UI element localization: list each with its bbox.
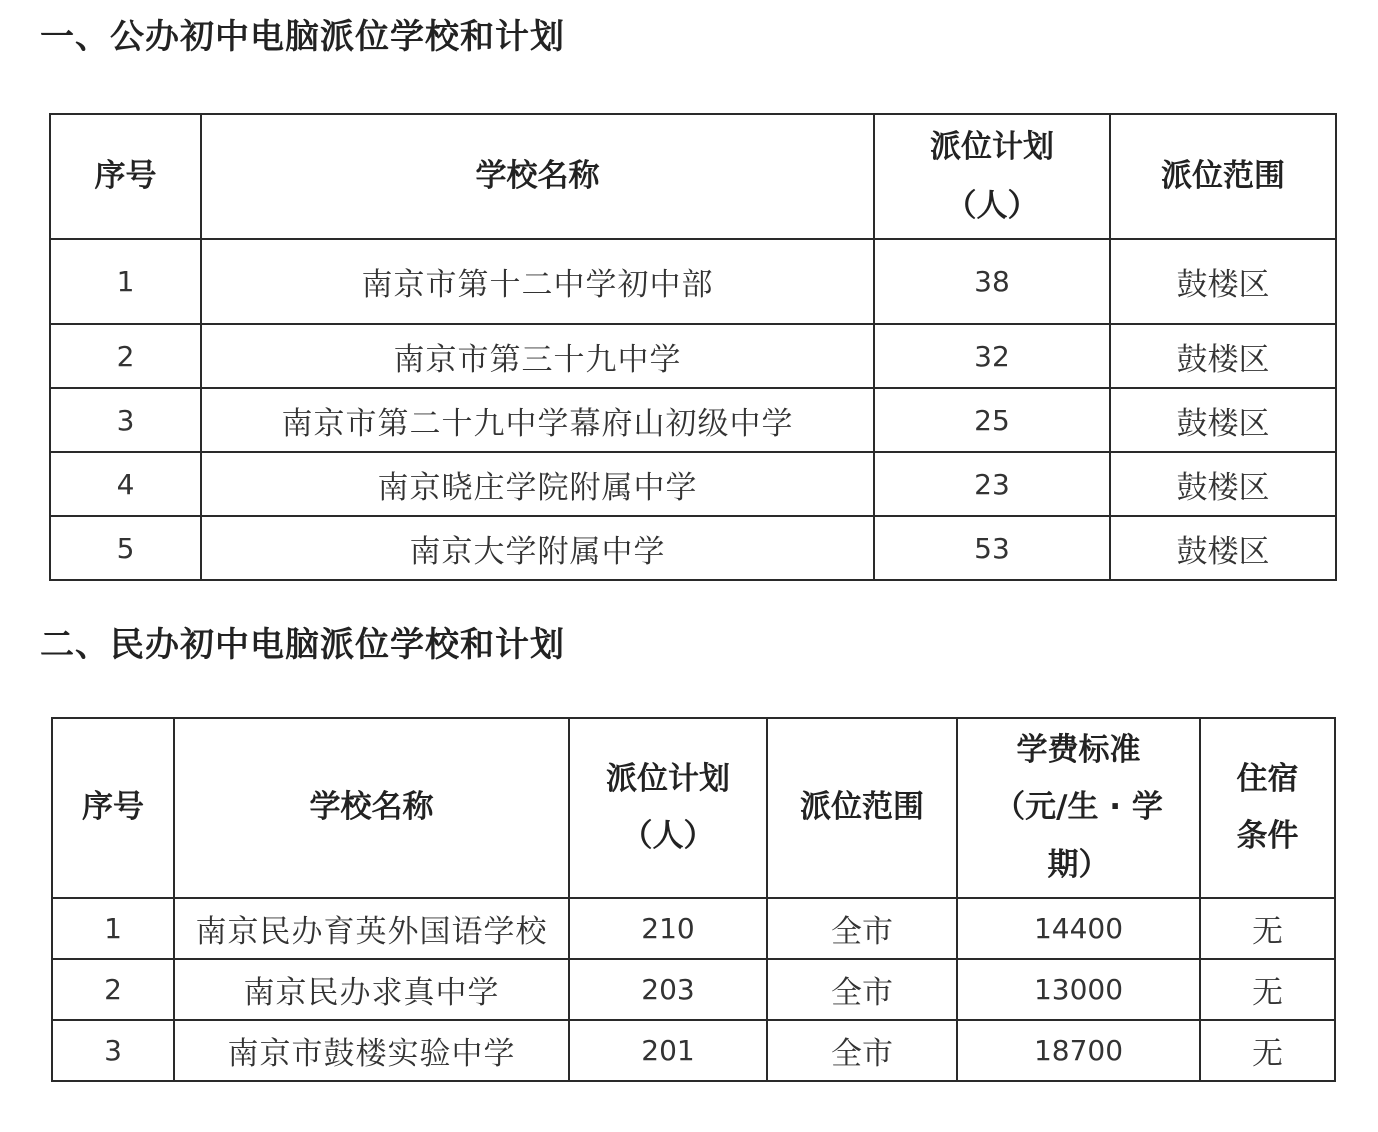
table-row: [50, 388, 1336, 452]
table-row: [52, 898, 1335, 959]
cell-index: 5: [50, 516, 201, 580]
cell-school-name: 南京晓庄学院附属中学: [201, 452, 874, 516]
table-header-row: [52, 718, 1335, 898]
cell-fee: 13000: [957, 959, 1200, 1020]
section-title-public: 一、公办初中电脑派位学校和计划: [40, 17, 565, 57]
header-range: 派位范围: [767, 718, 957, 898]
cell-range: 鼓楼区: [1110, 388, 1336, 452]
header-dorm-line1: 住宿: [1236, 760, 1299, 797]
cell-plan: 201: [569, 1020, 767, 1081]
cell-range: 鼓楼区: [1110, 239, 1336, 324]
header-plan-line1: 派位计划: [930, 128, 1054, 165]
cell-plan: 53: [874, 516, 1110, 580]
cell-fee: 18700: [957, 1020, 1200, 1081]
cell-plan: 32: [874, 324, 1110, 388]
table-row: [50, 516, 1336, 580]
header-dorm-line2: 条件: [1236, 818, 1299, 854]
private-schools-table: [51, 717, 1336, 1082]
cell-range: 全市: [767, 898, 957, 959]
cell-index: 2: [52, 959, 174, 1020]
cell-school-name: 南京民办求真中学: [174, 959, 569, 1020]
cell-plan: 203: [569, 959, 767, 1020]
cell-school-name: 南京大学附属中学: [201, 516, 874, 580]
header-plan: [569, 718, 767, 898]
cell-school-name: 南京民办育英外国语学校: [174, 898, 569, 959]
cell-index: 4: [50, 452, 201, 516]
cell-index: 1: [52, 898, 174, 959]
cell-index: 3: [50, 388, 201, 452]
cell-plan: 25: [874, 388, 1110, 452]
table-row: [50, 452, 1336, 516]
cell-plan: 38: [874, 239, 1110, 324]
header-plan-line2: （人）: [945, 187, 1039, 224]
table-header-row: [50, 114, 1336, 239]
cell-school-name: 南京市第三十九中学: [201, 324, 874, 388]
cell-school-name: 南京市鼓楼实验中学: [174, 1020, 569, 1081]
cell-school-name: 南京市第十二中学初中部: [201, 239, 874, 324]
cell-range: 全市: [767, 1020, 957, 1081]
cell-fee: 14400: [957, 898, 1200, 959]
table-row: [52, 959, 1335, 1020]
cell-index: 3: [52, 1020, 174, 1081]
header-fee-line3: 期）: [1047, 846, 1110, 883]
cell-plan: 210: [569, 898, 767, 959]
header-school-name: 学校名称: [201, 114, 874, 239]
header-dorm: [1200, 718, 1335, 898]
table-row: [50, 324, 1336, 388]
section-title-private: 二、民办初中电脑派位学校和计划: [40, 625, 565, 665]
header-index: 序号: [52, 718, 174, 898]
header-plan-line2: （人）: [621, 818, 715, 854]
cell-range: 全市: [767, 959, 957, 1020]
header-fee-line2: （元/生 · 学: [994, 789, 1163, 826]
cell-index: 1: [50, 239, 201, 324]
table-row: [52, 1020, 1335, 1081]
cell-range: 鼓楼区: [1110, 516, 1336, 580]
public-schools-table: [49, 113, 1337, 581]
header-school-name: 学校名称: [174, 718, 569, 898]
cell-school-name: 南京市第二十九中学幕府山初级中学: [201, 388, 874, 452]
header-fee-line1: 学费标准: [1016, 731, 1141, 768]
header-range: 派位范围: [1110, 114, 1336, 239]
cell-range: 鼓楼区: [1110, 452, 1336, 516]
cell-dorm: 无: [1200, 1020, 1335, 1081]
cell-dorm: 无: [1200, 898, 1335, 959]
cell-dorm: 无: [1200, 959, 1335, 1020]
header-plan-line1: 派位计划: [606, 760, 730, 797]
cell-range: 鼓楼区: [1110, 324, 1336, 388]
table-row: [50, 239, 1336, 324]
cell-plan: 23: [874, 452, 1110, 516]
header-index: 序号: [50, 114, 201, 239]
header-plan: [874, 114, 1110, 239]
header-fee: [957, 718, 1200, 898]
cell-index: 2: [50, 324, 201, 388]
